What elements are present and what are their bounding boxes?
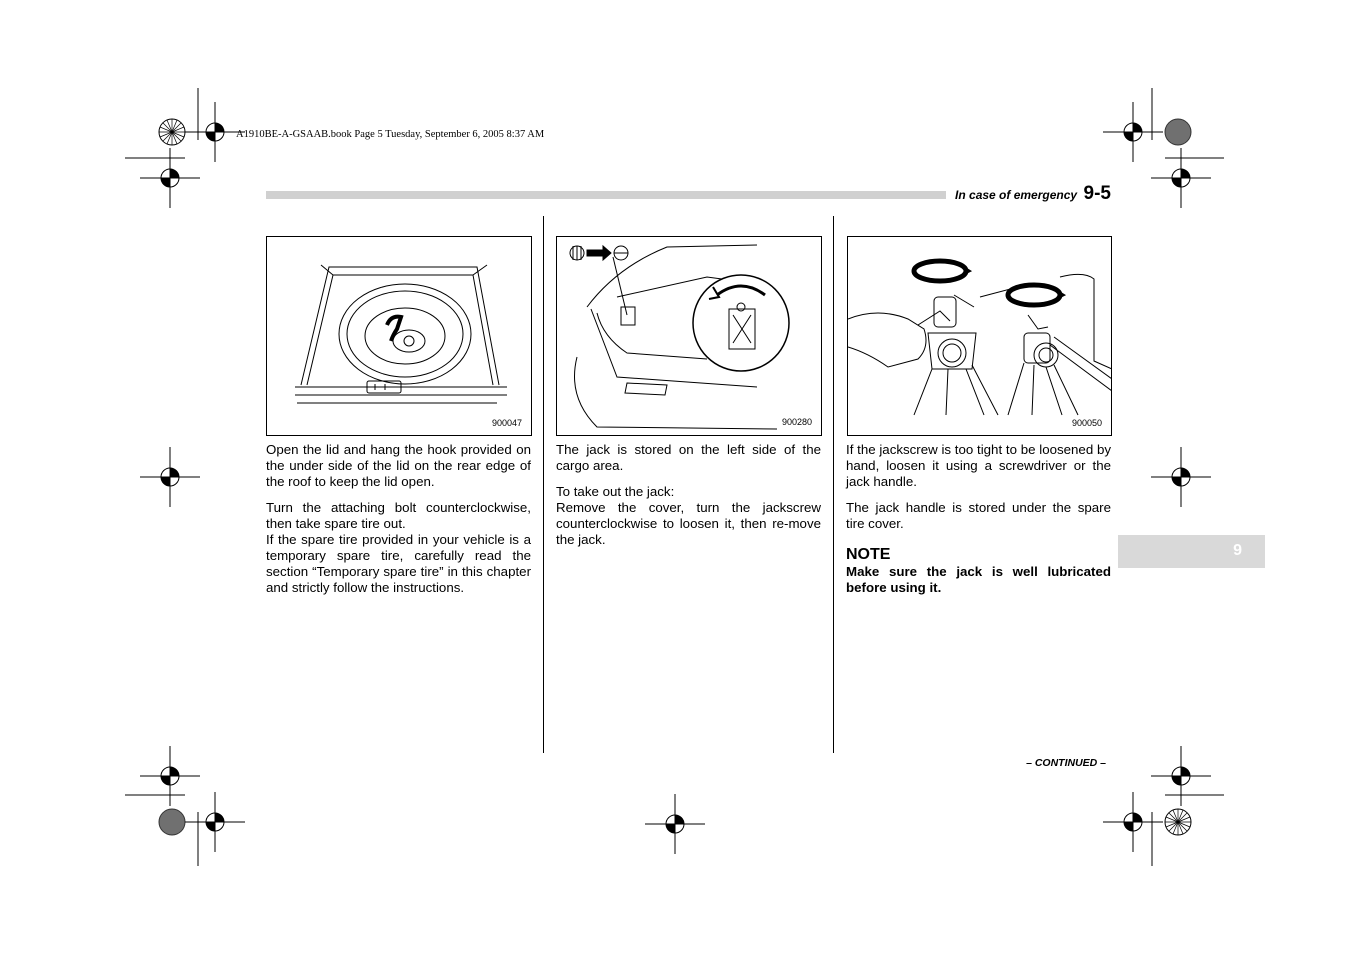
figure-jackscrew: [847, 236, 1112, 436]
paragraph: The jack handle is stored under the spare tire cover.: [846, 500, 1111, 531]
page-header: [955, 183, 1111, 205]
print-info: A1910BE-A-GSAAB.book Page 5 Tuesday, September 6, 2005 8:37 AM: [236, 129, 545, 140]
continued-label: – CONTINUED –: [1026, 757, 1106, 769]
jackscrew-illustration: [848, 237, 1112, 436]
paragraph: Remove the cover, turn the jackscrew counterclockwise to loosen it, then re-move the jack.: [556, 500, 821, 547]
figure-code: 900280: [781, 417, 812, 427]
header-bar: [266, 191, 946, 199]
column-3: [846, 442, 1111, 596]
paragraph: Turn the attaching bolt counterclockwise, then take spare tire out.: [266, 500, 531, 531]
paragraph: If the spare tire provided in your vehicle is a temporary spare tire, carefully read the section “Temporary spare tire” in this chapter and strictly follow the instructions.: [266, 532, 531, 595]
paragraph: The jack is stored on the left side of the cargo area.: [556, 442, 821, 473]
note-text: Make sure the jack is well lubricated before using it.: [846, 564, 1111, 595]
figure-jack-storage: [556, 236, 822, 436]
page-number: 9-5: [1083, 183, 1111, 204]
chapter-tab: [1118, 535, 1265, 568]
figure-code: 900047: [491, 418, 522, 428]
column-2: [556, 442, 821, 548]
column-divider: [543, 216, 544, 753]
chapter-number: 9: [1233, 542, 1242, 559]
column-divider: [833, 216, 834, 753]
spare-tire-illustration: [267, 237, 532, 436]
figure-code: 900050: [1071, 418, 1102, 428]
figure-spare-tire: [266, 236, 532, 436]
paragraph: If the jackscrew is too tight to be loosened by hand, loosen it using a screwdriver or the jack handle.: [846, 442, 1111, 489]
paragraph: Open the lid and hang the hook provided on the under side of the lid on the rear edge of the roof to keep the lid open.: [266, 442, 531, 489]
section-title: In case of emergency: [955, 188, 1078, 202]
note-title: NOTE: [846, 546, 891, 563]
paragraph: To take out the jack:: [556, 484, 675, 499]
column-1: [266, 442, 531, 596]
jack-storage-illustration: [557, 237, 822, 436]
